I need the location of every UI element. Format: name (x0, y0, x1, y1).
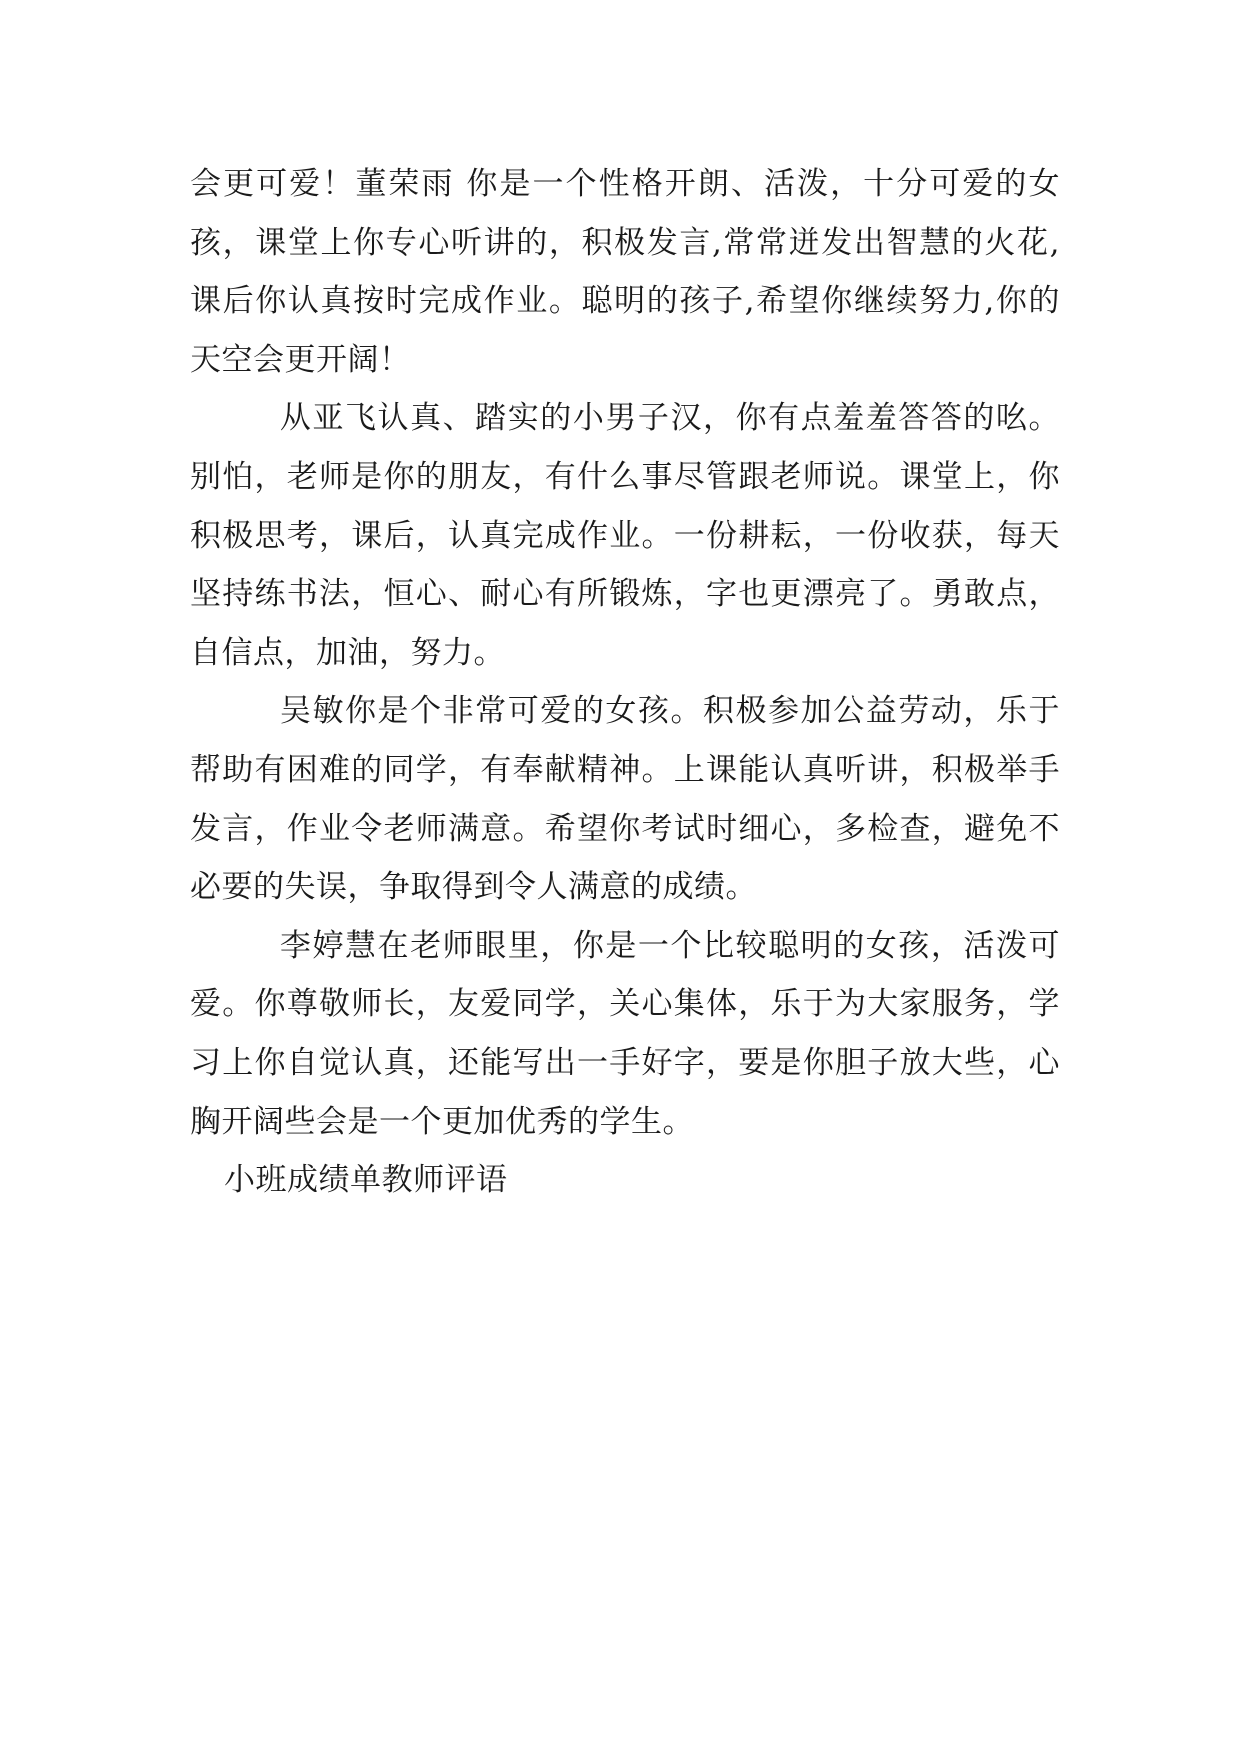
footer-title: 小班成绩单教师评语 (224, 1162, 508, 1199)
document-body (190, 155, 1060, 1210)
comment-paragraph-dong-rongyu: 会更可爱！董荣雨 你是一个性格开朗、活泼，十分可爱的女孩，课堂上你专心听讲的，积极发言,常常迸发出智慧的火花,课后你认真按时完成作业。聪明的孩子,希望你继续努力,你的天空会更开阔！ (190, 166, 1060, 378)
comment-paragraph-li-tinghui: 李婷慧在老师眼里，你是一个比较聪明的女孩，活泼可爱。你尊敬师长，友爱同学，关心集体，乐于为大家服务，学习上你自觉认真，还能写出一手好字，要是你胆子放大些，心胸开阔些会是一个更加优秀的学生。 (190, 927, 1060, 1140)
comment-paragraph-cong-yafei: 从亚飞认真、踏实的小男子汉，你有点羞羞答答的吆。别怕，老师是你的朋友，有什么事尽管跟老师说。课堂上，你积极思考，课后，认真完成作业。一份耕耘，一份收获，每天坚持练书法，恒心、耐心有所锻炼，字也更漂亮了。勇敢点，自信点，加油，努力。 (190, 400, 1060, 671)
comment-paragraph-wu-min: 吴敏你是个非常可爱的女孩。积极参加公益劳动，乐于帮助有困难的同学，有奉献精神。上课能认真听讲，积极举手发言，作业令老师满意。希望你考试时细心，多检查，避免不必要的失误，争取得到令人满意的成绩。 (190, 693, 1060, 906)
